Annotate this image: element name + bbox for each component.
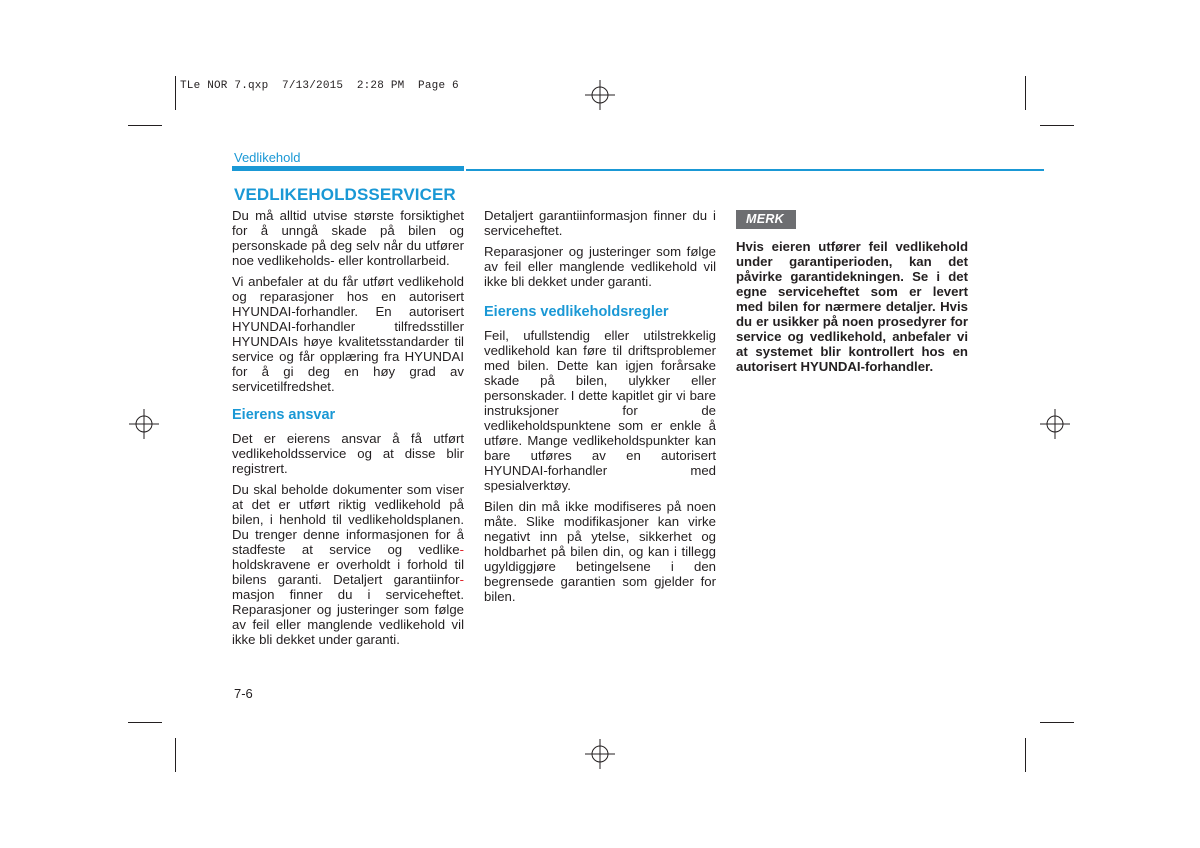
section-label: Vedlikehold [234,150,301,165]
registration-mark-right-icon [1040,409,1070,439]
subheading-maintenance-rules: Eierens vedlikeholdsregler [484,304,669,320]
paragraph: Det er eierens ansvar å få utført vedlikeholdsservice og at disse blir registrert. [232,431,464,476]
note-text: Hvis eieren utfører feil vedlikehold under garantiperioden, kan det påvirke garantidekningen. Se i det egne serviceheftet som er levert med bilen for nærmere detaljer. Hvis du er usikker på noen prosedyrer for service og vedlikehold, anbefaler vi at systemet blir kontrollert hos en autorisert HYUNDAI-forhandler. [736,239,968,374]
text-run: holdskravene er overholdt i forhold til bilens garanti. Detaljert garantiinfor [232,557,464,587]
paragraph: Vi anbefaler at du får utført vedlikehold og reparasjoner hos en autorisert HYUNDAI-forhandler. En autorisert HYUNDAI-forhandler tilfredsstiller HYUNDAIs høye kvalitetsstandarder til service og får opplæring fra HYUNDAI for å gi deg en høy grad av servicetilfredshet. [232,274,464,394]
hyphen-mark: - [459,542,464,557]
note-badge: MERK [736,210,796,229]
subheading-owner-responsibility: Eierens ansvar [232,407,336,423]
header-bar-thick [232,166,464,171]
paragraph: Feil, ufullstendig eller utilstrekkelig vedlikehold kan føre til driftsproblemer med bilen. Dette kan igjen forårsake skade på bilen, ulykker eller personskader. I dette kapitlet gir vi bare instruksjoner for de vedlikeholdspunktene som er enkle å utføre. Mange vedlikeholdspunkter kan bare utføres av en autorisert HYUNDAI-forhandler med spesialverktøy. [484,328,716,493]
column-1 [232,208,464,653]
paragraph: Du må alltid utvise største forsiktighet for å unngå skade på bilen og personskade på deg selv når du utfører noe vedlikeholds- eller kontrollarbeid. [232,208,464,268]
paragraph: Bilen din må ikke modifiseres på noen måte. Slike modifikasjoner kan virke negativt inn på ytelse, sikkerhet og holdbarhet på bilen din, og kan i tillegg ugyldiggjøre betingelsene i den begrensede garantien som gjelder for bilen. [484,499,716,604]
column-3-note [736,208,968,380]
registration-mark-top-icon [585,80,615,110]
column-2 [484,208,716,610]
registration-mark-left-icon [129,409,159,439]
registration-mark-bottom-icon [585,739,615,769]
paragraph [232,482,464,647]
hyphen-mark: - [459,572,464,587]
page-number: 7-6 [234,686,253,701]
text-run: masjon finner du i serviceheftet. Reparasjoner og justeringer som følge av feil eller manglende vedlikehold vil ikke bli dekket under garanti. [232,587,464,647]
paragraph: Reparasjoner og justeringer som følge av feil eller manglende vedlikehold vil ikke bli dekket under garanti. [484,244,716,289]
page-title: VEDLIKEHOLDSSERVICER [234,185,456,204]
text-run: Du skal beholde dokumenter som viser at det er utført riktig vedlikehold på bilen, i henhold til vedlikeholdsplanen. Du trenger denne informasjonen for å stadfeste at service og vedlike [232,482,464,557]
paragraph: Detaljert garantiinformasjon finner du i serviceheftet. [484,208,716,238]
print-slug-line: TLe NOR 7.qxp 7/13/2015 2:28 PM Page 6 [180,80,459,92]
header-bar-thin [466,169,1044,171]
